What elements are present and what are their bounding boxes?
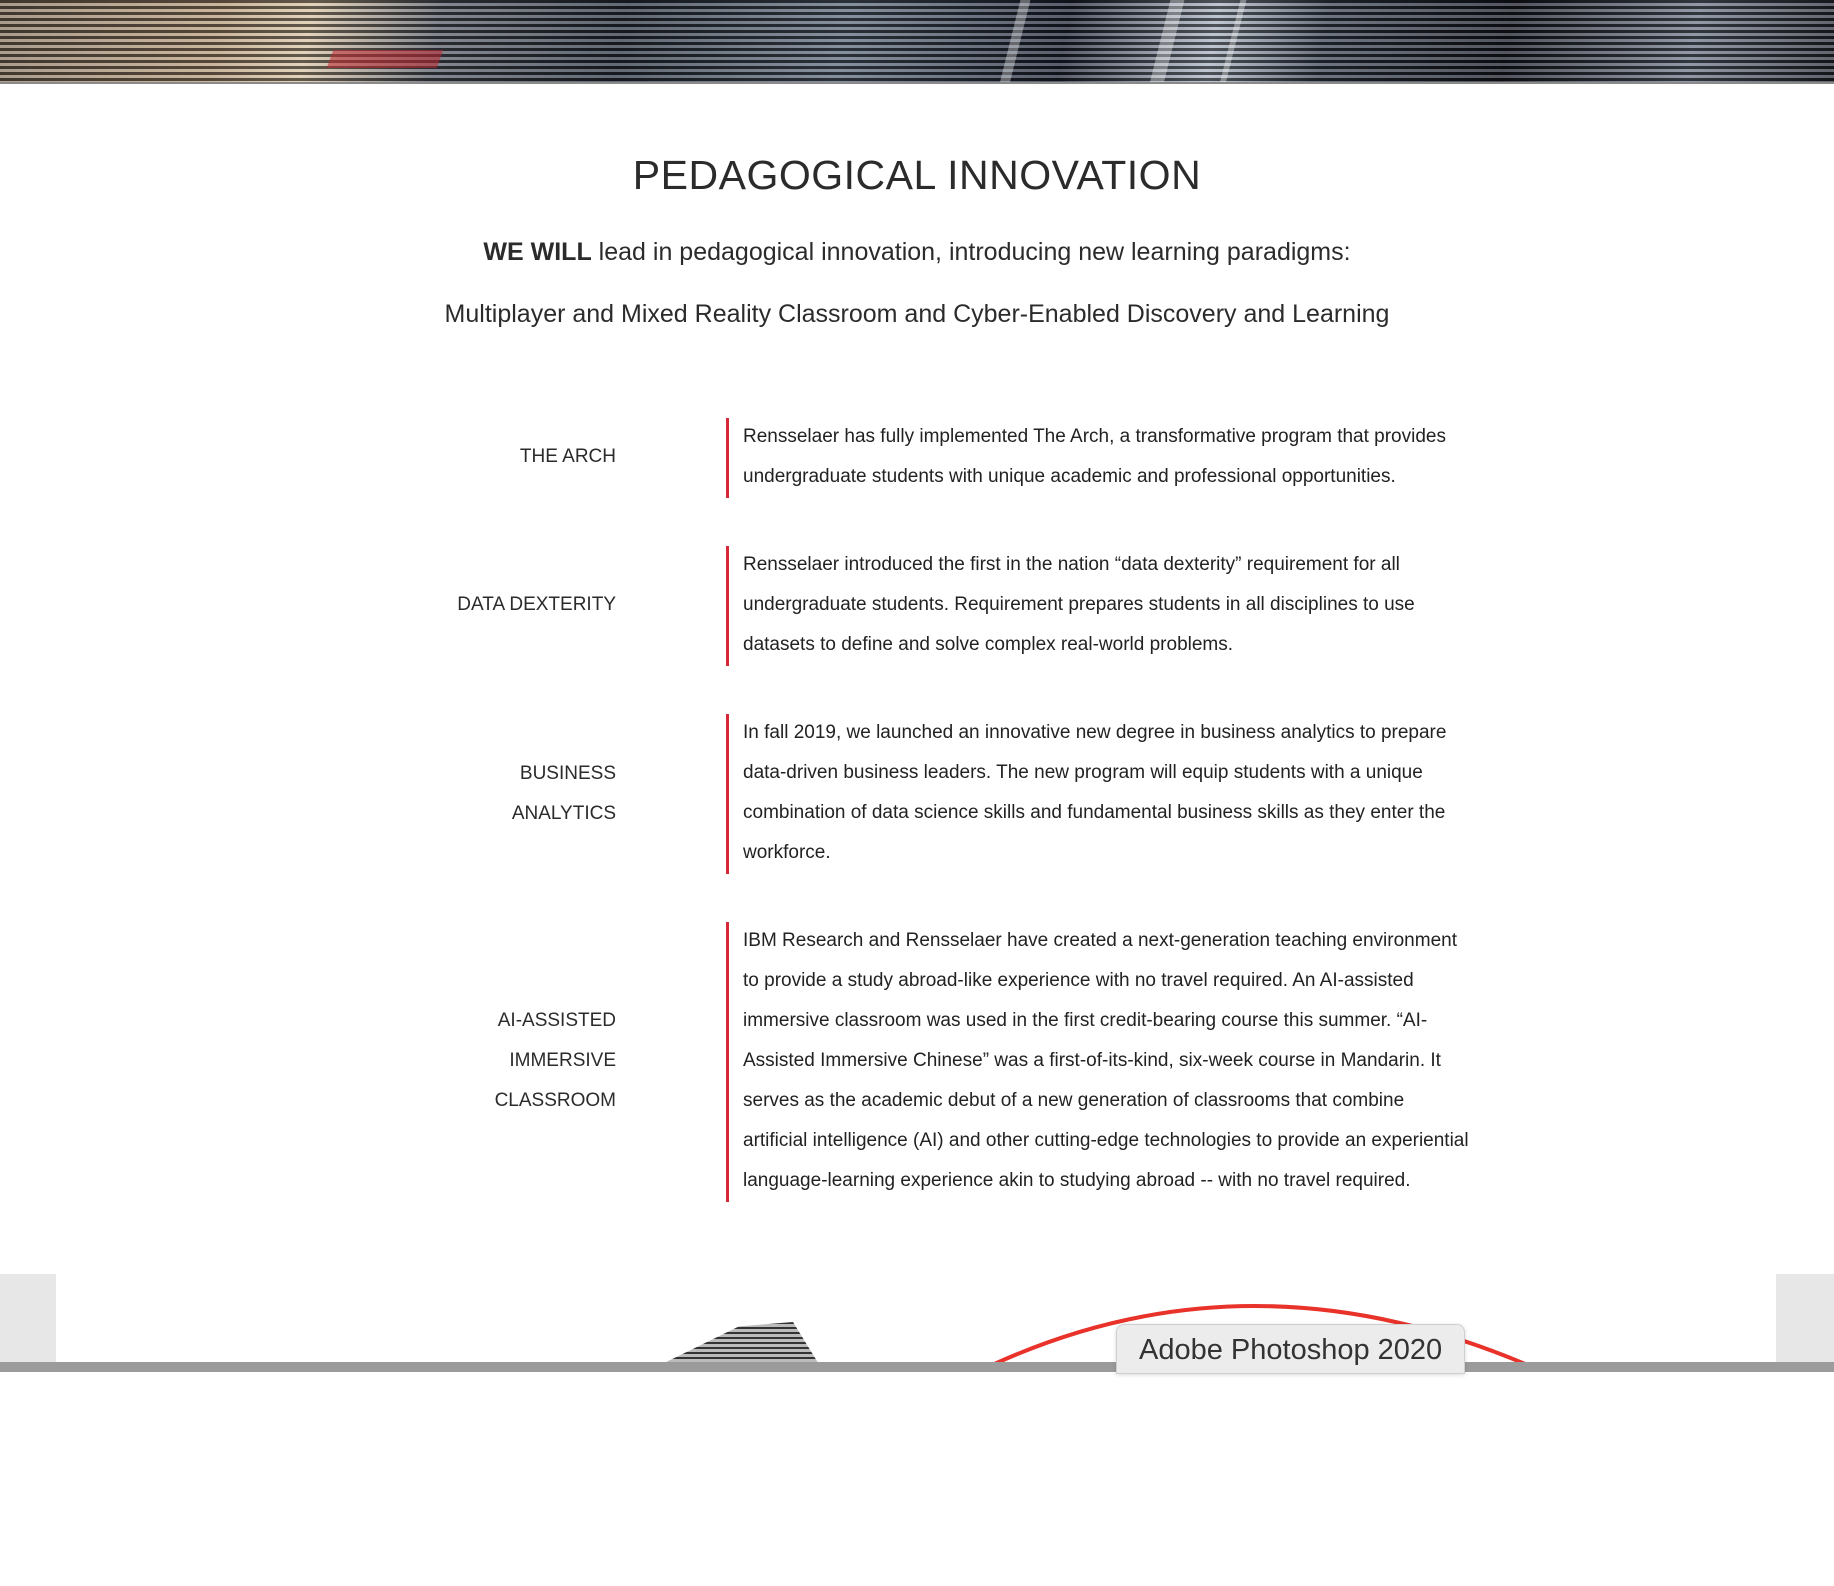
initiative-label [396,1001,616,1121]
hero-divider [0,82,1834,84]
initiative-description: IBM Research and Rensselaer have created a next-generation teaching environment to provide a study abroad-like experience with no travel required. An AI-assisted immersive classroom was used in the first credit-bearing course this summer. “AI-Assisted Immersive Chinese” was a first-of-its-kind, six-week course in Mandarin. It serves as the academic debut of a new generation of classrooms that combine artificial intelligence (AI) and other cutting-edge technologies to provide an experiential language-learning experience akin to studying abroad -- with no travel required. [743,930,1469,1191]
label-line: CLASSROOM [494,1090,616,1111]
hero-banner-image [0,0,1834,84]
accent-rule [726,418,729,498]
next-section-panel-left [0,1274,56,1372]
next-section-panel-right [1776,1274,1834,1372]
accent-rule [726,922,729,1202]
section-title: PEDAGOGICAL INNOVATION [632,152,1202,198]
accent-rule [726,546,729,666]
initiative-label [396,754,616,834]
intro-text: lead in pedagogical innovation, introducing new learning paradigms: [591,238,1351,266]
building-image [640,1322,820,1366]
intro-bold: WE WILL [483,238,592,266]
section-subtitle: Multiplayer and Mixed Reality Classroom and Cyber-Enabled Discovery and Learning [444,300,1390,328]
initiative-label [396,585,616,625]
initiative-description: In fall 2019, we launched an innovative new degree in business analytics to prepare data-driven business leaders. The new program will equip students with a unique combination of data science skills and fundamental business skills as they enter the workforce. [743,722,1447,863]
app-tooltip: Adobe Photoshop 2020 [1116,1324,1465,1374]
intro-line [0,238,1834,267]
initiative-description: Rensselaer introduced the first in the nation “data dexterity” requirement for all undergraduate students. Requirement prepares students in all disciplines to use datasets to define and solve complex real-world problems. [743,554,1415,655]
label-line: DATA DEXTERITY [457,594,616,615]
label-line: THE ARCH [519,446,616,467]
label-line: AI-ASSISTED [497,1010,616,1031]
dock-bar [0,1362,1834,1372]
label-line: IMMERSIVE [509,1050,616,1071]
label-line: ANALYTICS [511,803,616,824]
accent-rule [726,714,729,874]
initiative-label [396,437,616,477]
label-line: BUSINESS [519,763,616,784]
initiative-description: Rensselaer has fully implemented The Arch, a transformative program that provides undergraduate students with unique academic and professional opportunities. [743,426,1446,487]
